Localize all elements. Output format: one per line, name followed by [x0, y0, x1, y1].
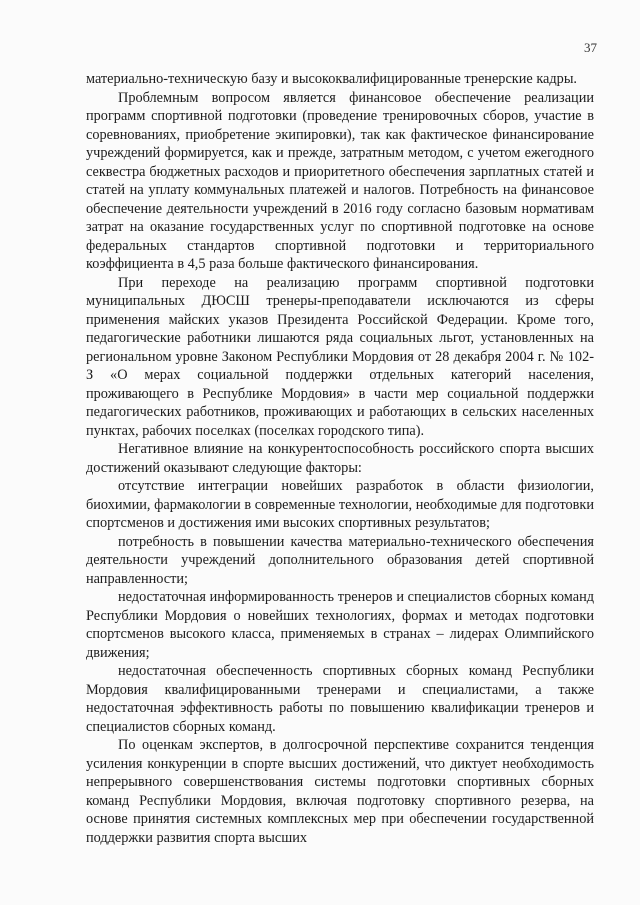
- page-number: 37: [584, 40, 597, 55]
- paragraph-2: Проблемным вопросом является финансовое обеспечение реализации программ спортивной подготовки (проведение тренировочных сборов, участие в соревнованиях, приобретение экипировки), так как фактическое финансирование учреждений формируется, как и прежде, затратным методом, с учетом ежегодного секвестра бюджетных расходов и приоритетного обеспечения зарплатных статей и статей на уплату коммунальных платежей и налогов. Потребность на финансовое обеспечение деятельности учреждений в 2016 году согласно базовым нормативам затрат на оказание государственных услуг по спортивной подготовке на основе федеральных стандартов спортивной подготовки и территориального коэффициента в 4,5 раза больше фактического финансирования.: [86, 89, 594, 272]
- list-item-1: отсутствие интеграции новейших разработок в области физиологии, биохимии, фармакологии в современные технологии, необходимые для подготовки спортсменов и достижения ими высоких спортивных результатов;: [86, 478, 594, 531]
- page-body: [86, 70, 594, 847]
- list-item-3: недостаточная информированность тренеров и специалистов сборных команд Республики Мордовия о новейших технологиях, формах и методах подготовки спортсменов высокого класса, применяемых в странах – лидерах Олимпийского движения;: [86, 589, 594, 661]
- paragraph-3: При переходе на реализацию программ спортивной подготовки муниципальных ДЮСШ тренеры-преподаватели исключаются из сферы применения майских указов Президента Российской Федерации. Кроме того, педагогические работники лишаются ряда социальных льгот, установленных на региональном уровне Законом Республики Мордовия от 28 декабря 2004 г. № 102-З «О мерах социальной поддержки отдельных категорий населения, проживающего в Республике Мордовия» в части мер социальной поддержки педагогических работников, проживающих и работающих в сельских населенных пунктах, рабочих поселках (поселках городского типа).: [86, 274, 594, 439]
- list-item-4: недостаточная обеспеченность спортивных сборных команд Республики Мордовия квалифицированными тренерами и специалистами, а также недостаточная эффективность работы по повышению квалификации тренеров и специалистов сборных команд.: [86, 663, 594, 735]
- paragraph-4: Негативное влияние на конкурентоспособность российского спорта высших достижений оказывают следующие факторы:: [86, 441, 594, 476]
- list-item-2: потребность в повышении качества материально-технического обеспечения деятельности учреждений дополнительного образования детей спортивной направленности;: [86, 533, 594, 587]
- paragraph-1: материально-техническую базу и высококвалифицированные тренерские кадры.: [86, 71, 577, 87]
- paragraph-5: По оценкам экспертов, в долгосрочной перспективе сохранится тенденция усиления конкуренции в спорте высших достижений, что диктует необходимость непрерывного совершенствования системы подготовки спортивных сборных команд Республики Мордовия, включая подготовку спортивного резерва, на основе принятия системных комплексных мер при обеспечении государственной поддержки развития спорта высших: [86, 737, 594, 846]
